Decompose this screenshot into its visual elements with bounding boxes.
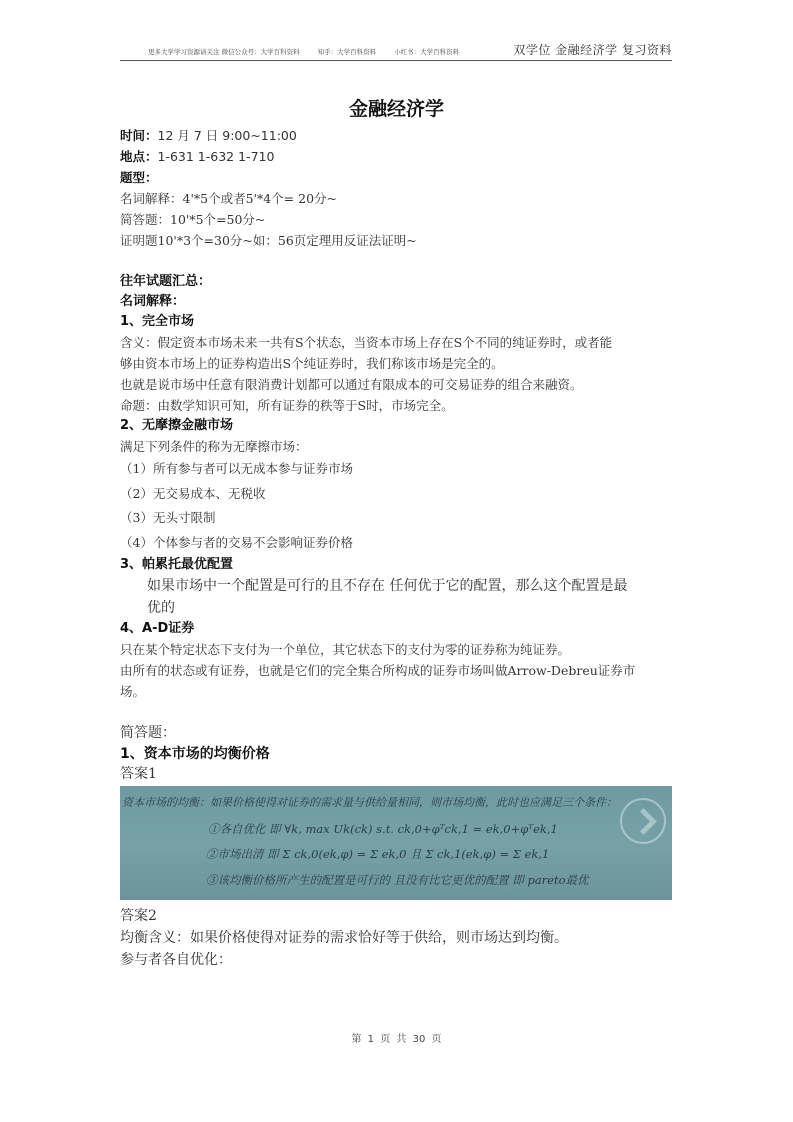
term-line: （1）所有参与者可以无成本参与证券市场	[120, 461, 353, 476]
header-note-xiaohongshu: 小红书：大学百科资料	[394, 48, 460, 56]
term-line: 只在某个特定状态下支付为一个单位，其它状态下的支付为零的证券称为纯证券。	[120, 642, 571, 657]
handwritten-answer-image	[120, 786, 672, 900]
header-note-zhihu: 知乎：大学百科资料	[317, 48, 377, 56]
exam-place-label: 地点：	[120, 149, 158, 164]
term-title: 2、无摩擦金融市场	[120, 418, 234, 433]
term-title: 4、A-D证券	[120, 621, 195, 636]
term-line: 命题：由数学知识可知，所有证券的秩等于S时，市场完全。	[120, 398, 454, 413]
handwritten-line: 资本市场的均衡：如果价格使得对证券的需求量与供给量相同，则市场均衡，此时也应满足三个条件：	[122, 796, 617, 809]
answer2-line: 均衡含义：如果价格使得对证券的需求恰好等于供给，则市场达到均衡。	[120, 930, 568, 946]
answer2-section	[120, 905, 672, 971]
terms-heading: 名词解释：	[120, 294, 186, 309]
exam-place	[120, 146, 672, 167]
short-answer-title: 1、资本市场的均衡价格	[120, 746, 270, 762]
exam-time	[120, 125, 672, 146]
handwritten-line: ③该均衡价格所产生的配置是可行的 且没有比它更优的配置 即 pareto最优	[206, 873, 589, 887]
term-line: 满足下列条件的称为无摩擦市场：	[120, 439, 308, 454]
exam-time-label: 时间：	[120, 128, 158, 143]
term-line: 优的	[147, 600, 175, 616]
exam-type-item: 名词解释：4'*5个或者5'*4个= 20分~	[120, 191, 338, 206]
answer2-label: 答案2	[120, 908, 157, 924]
term-line: 如果市场中一个配置是可行的且不存在 任何优于它的配置，那么这个配置是最	[147, 578, 628, 594]
exam-type-item: 简答题：10'*5个=50分~	[120, 212, 266, 227]
term-line: （2）无交易成本、无税收	[120, 485, 266, 501]
term-title: 3、帕累托最优配置	[120, 557, 234, 572]
play-arrow-icon	[620, 798, 666, 844]
term-line: （4）个体参与者的交易不会影响证券价格	[120, 534, 353, 550]
term-line: （3）无头寸限制	[120, 510, 216, 525]
page-header	[120, 42, 672, 61]
answer1-label: 答案1	[120, 766, 157, 782]
document-title: 金融经济学	[348, 98, 444, 120]
term-title: 1、完全市场	[120, 314, 195, 329]
exam-types-label: 题型：	[120, 170, 158, 185]
header-brand: 双学位 金融经济学 复习资料	[513, 43, 672, 57]
handwritten-line: ①各自优化 即 ∀k, max Uk(ck) s.t. ck,0+φᵀck,1 = ek,0+φᵀek,1	[208, 822, 558, 836]
term-line: 含义：假定资本市场未来一共有S个状态，当资本市场上存在S个不同的纯证券时，或者能	[120, 335, 613, 350]
handwritten-line: ②市场出清 即 Σ ck,0(ek,φ) = Σ ek,0 且 Σ ck,1(ek,φ) = Σ ek,1	[206, 847, 550, 861]
short-answer-heading: 简答题：	[120, 725, 176, 741]
term-line: 也就是说市场中任意有限消费计划都可以通过有限成本的可交易证券的组合来融资。	[120, 377, 583, 392]
term-line: 由所有的状态或有证券，也就是它们的完全集合所构成的证券市场叫做Arrow-Debreu证券市	[120, 663, 636, 678]
exam-type-item: 证明题10'*3个=30分~如：56页定理用反证法证明~	[120, 233, 417, 248]
past-exams-heading: 往年试题汇总：	[120, 274, 212, 289]
header-note-wechat: 更多大学学习资源请关注 微信公众号：大学百科资料	[148, 48, 300, 56]
exam-time-value: 12 月 7 日 9:00~11:00	[157, 128, 297, 143]
header-notes	[120, 47, 459, 60]
term-line: 场。	[120, 684, 146, 699]
document-body	[120, 125, 672, 785]
page-footer: 第 1 页 共 30 页	[351, 1034, 442, 1045]
exam-place-value: 1-631 1-632 1-710	[157, 149, 275, 164]
term-line: 够由资本市场上的证券构造出S个纯证券时，我们称该市场是完全的。	[120, 356, 504, 371]
answer2-line: 参与者各自优化：	[120, 952, 232, 968]
